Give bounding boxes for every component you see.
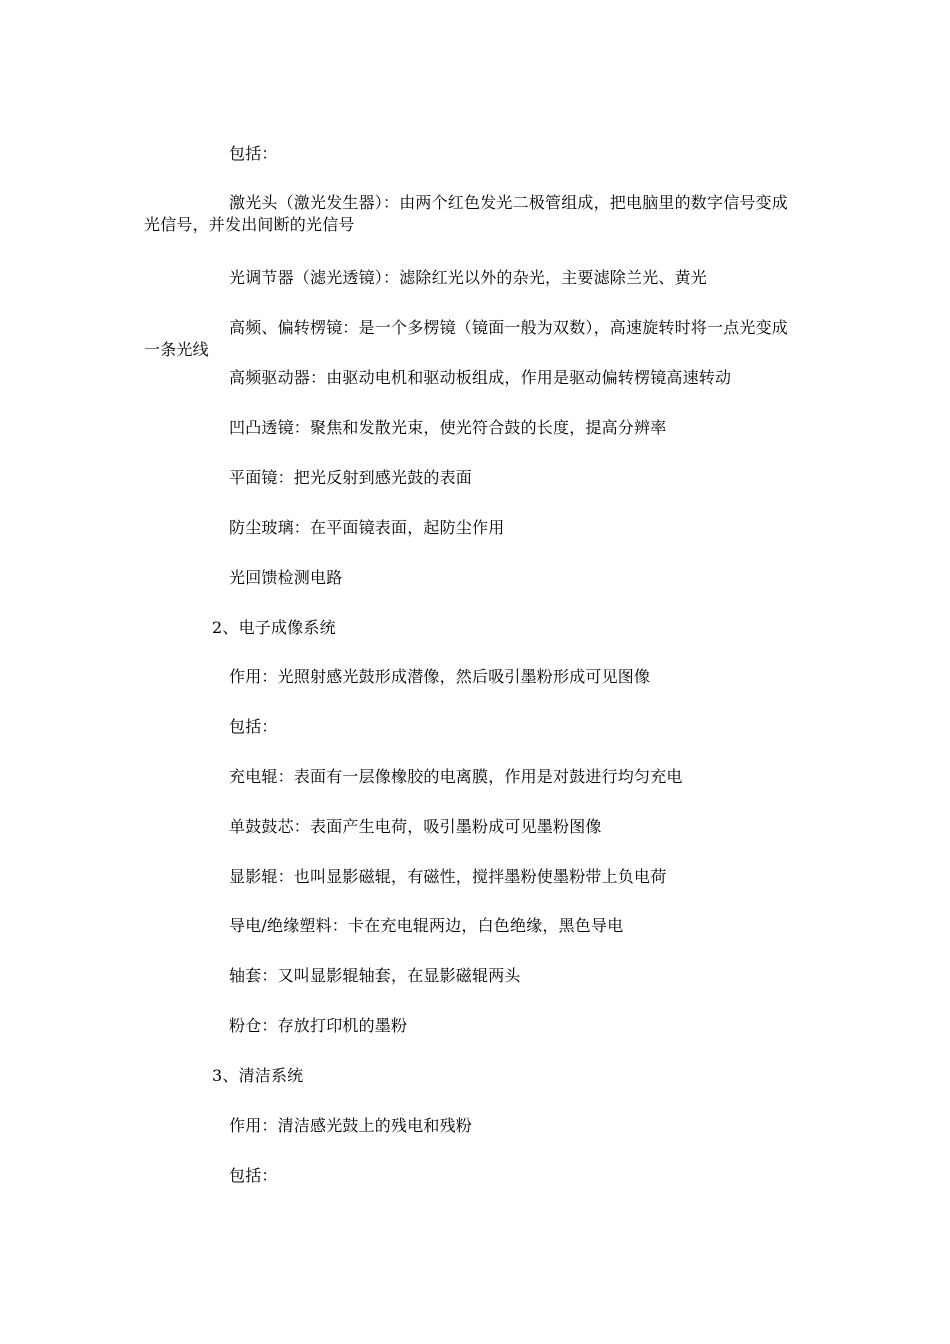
paragraph-line: 高频、偏转楞镜：是一个多楞镜（镜面一般为双数），高速旋转时将一点光变成 bbox=[229, 318, 789, 337]
paragraph-line: 激光头（激光发生器）：由两个红色发光二极管组成，把电脑里的数字信号变成 bbox=[229, 193, 789, 212]
paragraph-light-regulator: 光调节器（滤光透镜）：滤除红光以外的杂光，主要滤除兰光、黄光 bbox=[229, 268, 708, 287]
paragraph-plane-mirror: 平面镜：把光反射到感光鼓的表面 bbox=[229, 468, 473, 487]
paragraph-hf-driver: 高频驱动器：由驱动电机和驱动板组成，作用是驱动偏转楞镜高速转动 bbox=[229, 368, 732, 387]
paragraph-lens: 凹凸透镜：聚焦和发散光束，使光符合鼓的长度，提高分辨率 bbox=[229, 418, 667, 437]
paragraph-toner-hopper: 粉仓：存放打印机的墨粉 bbox=[229, 1016, 408, 1035]
paragraph-includes-3: 包括： bbox=[229, 1166, 278, 1185]
paragraph-polygon-mirror bbox=[144, 317, 788, 361]
section-heading-imaging: 2、电子成像系统 bbox=[212, 618, 336, 637]
paragraph-line: 光信号，并发出间断的光信号 bbox=[144, 215, 355, 234]
paragraph-developer-roller: 显影辊：也叫显影磁辊，有磁性，搅拌墨粉使墨粉带上负电荷 bbox=[229, 867, 667, 886]
paragraph-line: 一条光线 bbox=[144, 340, 209, 359]
paragraph-conductive-plastic: 导电/绝缘塑料：卡在充电辊两边，白色绝缘，黑色导电 bbox=[229, 916, 624, 935]
paragraph-charge-roller: 充电辊：表面有一层像橡胶的电离膜，作用是对鼓进行均匀充电 bbox=[229, 767, 683, 786]
paragraph-includes-2: 包括： bbox=[229, 717, 278, 736]
paragraph-drum-core: 单鼓鼓芯：表面产生电荷，吸引墨粉成可见墨粉图像 bbox=[229, 817, 602, 836]
paragraph-dust-glass: 防尘玻璃：在平面镜表面，起防尘作用 bbox=[229, 518, 505, 537]
paragraph-imaging-purpose: 作用：光照射感光鼓形成潜像，然后吸引墨粉形成可见图像 bbox=[229, 667, 651, 686]
paragraph-includes-1: 包括： bbox=[229, 144, 278, 163]
section-heading-cleaning: 3、清洁系统 bbox=[212, 1066, 304, 1085]
paragraph-feedback-circuit: 光回馈检测电路 bbox=[229, 568, 343, 587]
paragraph-bushing: 轴套：又叫显影辊轴套，在显影磁辊两头 bbox=[229, 966, 521, 985]
paragraph-cleaning-purpose: 作用：清洁感光鼓上的残电和残粉 bbox=[229, 1116, 473, 1135]
paragraph-laser-head bbox=[144, 192, 788, 236]
